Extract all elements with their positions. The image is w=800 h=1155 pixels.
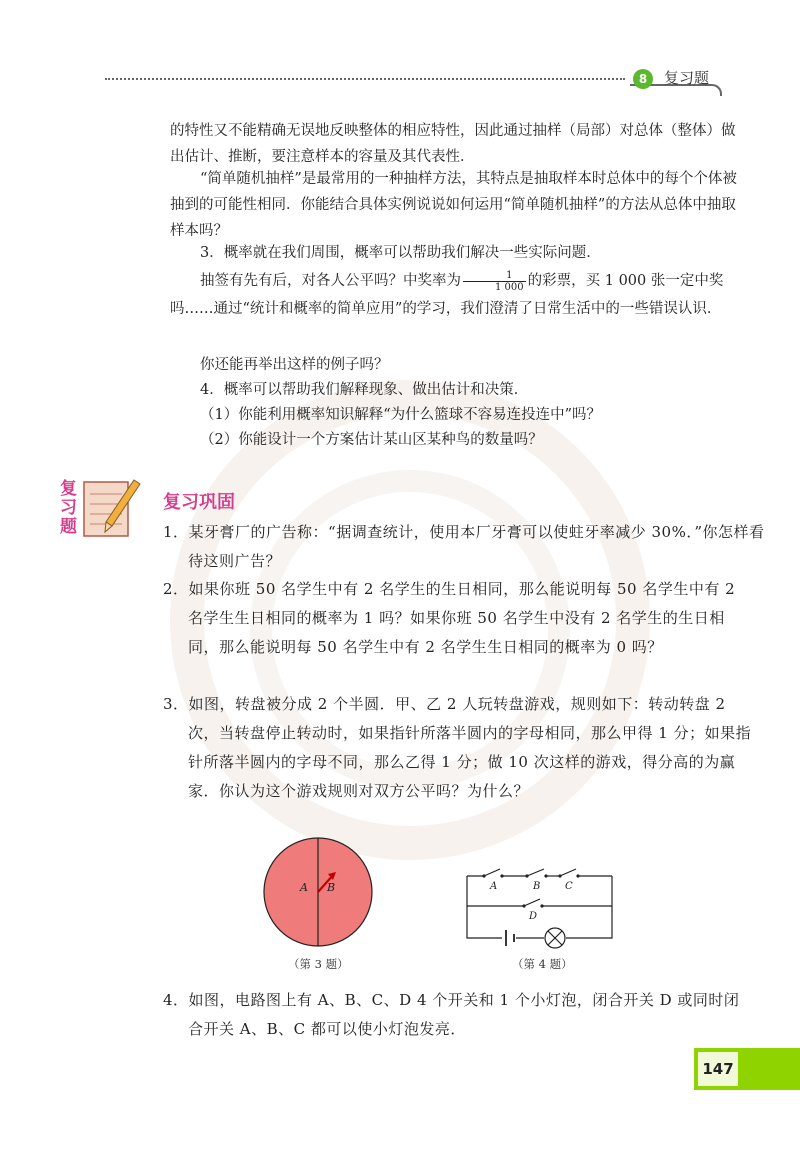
summary-paragraph-1: 的特性又不能精确无误地反映整体的相应特性，因此通过抽样（局部）对总体（整体）做出估计、推断，要注意样本的容量及其代表性．	[170, 123, 736, 165]
circuit-label-d: D	[529, 911, 538, 922]
spinner-label-a: A	[300, 881, 308, 894]
summary-subpoint-1: （1）你能利用概率知识解释“为什么篮球不容易连投连中”吗？	[200, 407, 602, 423]
circuit-figure	[462, 856, 617, 951]
switch-b	[527, 869, 544, 876]
spinner-figure	[262, 836, 374, 948]
fraction-denominator: 1 000	[495, 281, 524, 293]
review-section-title: 复习巩固	[163, 492, 235, 513]
spinner-label-b: B	[327, 881, 336, 894]
spinner-caption: （第 3 题）	[288, 957, 349, 971]
chapter-title: 复习题	[664, 69, 710, 87]
lottery-text-end: 的彩票，买 1 000 张一定中奖吗……通过“统计和概率的简单应用”的学习，我们澄清了日常生活中的一些错误认识．	[170, 273, 724, 317]
question-3: 3．如图，转盘被分成 2 个半圆．甲、乙 2 人玩转盘游戏，规则如下：转动转盘 2 次，当转盘停止转动时，如果指针所落半圆内的字母相同，那么甲得 1 分；如果指针所落半圆内的字母不同，那么乙得 1 分；做 10 次这样的游戏，得分高的为赢家．你认为这个游戏规则对双方公平吗？为什么？	[163, 695, 752, 800]
question-4: 4．如图，电路图上有 A、B、C、D 4 个开关和 1 个小灯泡，闭合开关 D 或同时闭合开关 A、B、C 都可以使小灯泡发亮．	[163, 991, 740, 1038]
probability-fraction	[463, 270, 526, 293]
question-1: 1．某牙膏厂的广告称：“据调查统计，使用本厂牙膏可以使蛀牙率减少 30%．”你怎样看待这则广告？	[163, 523, 765, 570]
summary-paragraph-2: “简单随机抽样”是最常用的一种抽样方法，其特点是抽取样本时总体中的每个个体被抽到的可能性相同．你能结合具体实例说说如何运用“简单随机抽样”的方法从总体中抽取样本吗？	[170, 171, 737, 239]
review-icon-label: 复习题	[60, 479, 77, 537]
chapter-number-badge: 8	[633, 69, 653, 89]
circuit-label-c: C	[565, 881, 573, 892]
circuit-label-b: B	[533, 881, 541, 892]
summary-paragraph-4	[170, 267, 740, 323]
circuit-wire-right	[566, 876, 612, 938]
switch-a	[484, 869, 500, 876]
summary-paragraph-5: 你还能再举出这样的例子吗？	[200, 357, 389, 373]
switch-d	[524, 899, 540, 906]
question-2: 2．如果你班 50 名学生中有 2 名学生的生日相同，那么能说明每 50 名学生中有 2 名学生生日相同的概率为 1 吗？如果你班 50 名学生中没有 2 名学生的生日相同，那么能说明每 50 名学生中有 2 名学生生日相同的概率为 0 吗？	[163, 580, 736, 656]
circuit-caption: （第 4 题）	[512, 957, 573, 971]
summary-point-3: 3．概率就在我们周围，概率可以帮助我们解决一些实际问题．	[200, 245, 601, 261]
switch-c	[560, 869, 576, 876]
summary-subpoint-2: （2）你能设计一个方案估计某山区某种鸟的数量吗？	[200, 432, 543, 448]
summary-point-4: 4．概率可以帮助我们解释现象、做出估计和决策．	[200, 382, 529, 398]
fraction-numerator: 1	[463, 270, 526, 282]
header-dotted-rule	[105, 78, 625, 80]
lottery-text-start: 抽签有先有后，对各人公平吗？中奖率为	[200, 273, 461, 289]
page-number: 147	[698, 1052, 738, 1086]
circuit-label-a: A	[490, 881, 498, 892]
